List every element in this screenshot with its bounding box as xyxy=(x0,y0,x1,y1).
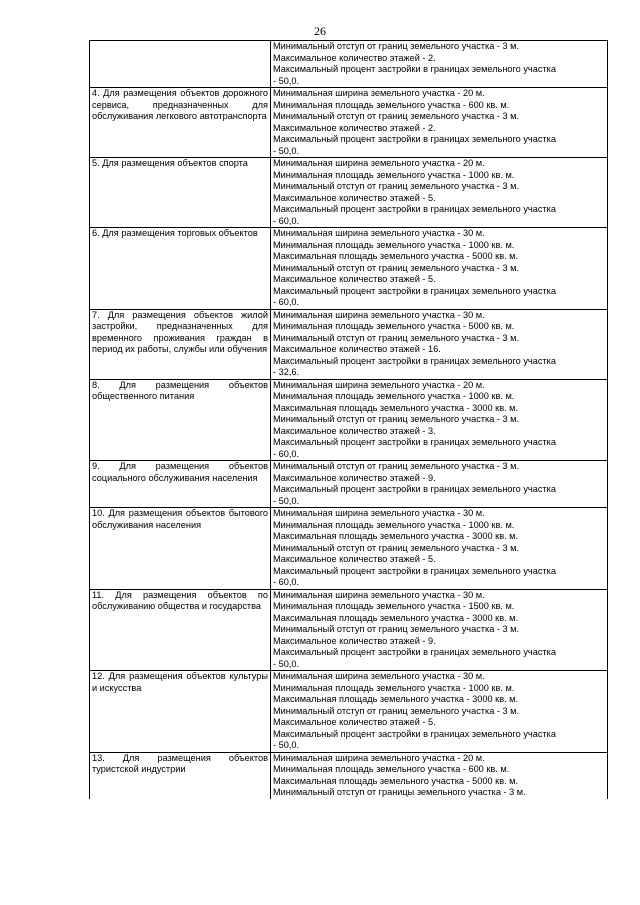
parameter-line: Максимальный процент застройки в границах земельного участка xyxy=(273,134,556,144)
parameter-line: Минимальный отступ от границ земельного участка - 3 м. xyxy=(273,461,520,471)
parameter-line: Максимальное количество этажей - 5. xyxy=(273,554,436,564)
parameter-line: Минимальная ширина земельного участка - 20 м. xyxy=(273,158,485,168)
parameter-line: Максимальный процент застройки в границах земельного участка xyxy=(273,204,556,214)
parameter-line: - 50,0. xyxy=(273,75,300,86)
parameter-line: Минимальная ширина земельного участка - 30 м. xyxy=(273,508,485,518)
parameter-line: Максимальный процент застройки в границах земельного участка xyxy=(273,565,556,576)
parameter-line: - 60,0. xyxy=(273,448,300,459)
parameter-line: Максимальное количество этажей - 3. xyxy=(273,425,436,436)
parameters-cell xyxy=(271,88,608,158)
table-row xyxy=(90,752,608,799)
parameter-line: Минимальная ширина земельного участка - 30 м. xyxy=(273,671,485,681)
table-row xyxy=(90,671,608,753)
parameters-cell xyxy=(271,309,608,379)
zoning-parameters-table xyxy=(89,40,608,799)
parameter-line: - 50,0. xyxy=(273,495,300,506)
parameter-line: Минимальный отступ от границ земельного участка - 3 м. xyxy=(273,181,520,191)
parameter-line: Минимальный отступ от границ земельного участка - 3 м. xyxy=(273,262,520,273)
parameters-cell xyxy=(271,752,608,799)
parameter-line: - 50,0. xyxy=(273,145,300,156)
table-row xyxy=(90,508,608,590)
table-row xyxy=(90,158,608,228)
parameter-line: Максимальный процент застройки в границах земельного участка xyxy=(273,728,556,739)
parameter-line: Максимальная площадь земельного участка - 3000 кв. м. xyxy=(273,694,519,704)
use-type-cell: 10. Для размещения объектов бытового обслуживания населения xyxy=(90,508,271,590)
use-type-cell: 4. Для размещения объектов дорожного сервиса, предназначенных для обслуживания легкового автотранспорта xyxy=(90,88,271,158)
use-type-cell: 9. Для размещения объектов социального обслуживания населения xyxy=(90,461,271,508)
parameter-line: Минимальная ширина земельного участка - 20 м. xyxy=(273,88,485,98)
use-type-cell: 5. Для размещения объектов спорта xyxy=(90,158,271,228)
table-row xyxy=(90,88,608,158)
use-type-cell: 13. Для размещения объектов туристской индустрии xyxy=(90,752,271,799)
parameter-line: - 32,6. xyxy=(273,367,300,377)
parameter-line: Минимальная площадь земельного участка - 5000 кв. м. xyxy=(273,321,515,331)
parameter-line: Максимальный процент застройки в границах земельного участка xyxy=(273,484,556,494)
parameter-line: Максимальное количество этажей - 2. xyxy=(273,122,436,133)
parameter-line: Минимальная площадь земельного участка - 1000 кв. м. xyxy=(273,169,515,180)
table-row xyxy=(90,379,608,461)
parameter-line: - 60,0. xyxy=(273,297,300,307)
table-row xyxy=(90,461,608,508)
use-type-cell: 7. Для размещения объектов жилой застройки, предназначенных для временного проживания граждан в период их работы, службы или обучения xyxy=(90,309,271,379)
parameters-cell xyxy=(271,461,608,508)
parameter-line: Минимальный отступ от границ земельного участка - 3 м. xyxy=(273,332,520,343)
parameter-line: Минимальная площадь земельного участка - 1500 кв. м. xyxy=(273,601,515,611)
parameter-line: Максимальный процент застройки в границах земельного участка xyxy=(273,285,556,296)
parameters-cell xyxy=(271,228,608,310)
parameter-line: Минимальная площадь земельного участка - 600 кв. м. xyxy=(273,99,510,110)
parameter-line: - 50,0. xyxy=(273,658,300,669)
parameter-line: Минимальный отступ от границы земельного участка - 3 м. xyxy=(273,787,526,797)
parameter-line: Минимальный отступ от границ земельного участка - 3 м. xyxy=(273,414,520,424)
parameter-line: Максимальная площадь земельного участка - 3000 кв. м. xyxy=(273,612,519,623)
table-row xyxy=(90,228,608,310)
parameters-cell xyxy=(271,589,608,671)
parameter-line: Минимальная ширина земельного участка - 30 м. xyxy=(273,589,485,600)
use-type-cell: 11. Для размещения объектов по обслуживанию общества и государства xyxy=(90,589,271,671)
parameter-line: Минимальная ширина земельного участка - 30 м. xyxy=(273,228,485,238)
parameter-line: Минимальный отступ от границ земельного участка - 3 м. xyxy=(273,624,520,634)
table-row xyxy=(90,589,608,671)
page-number: 26 xyxy=(314,24,326,38)
table-row xyxy=(90,41,608,88)
parameter-line: Максимальное количество этажей - 9. xyxy=(273,472,436,483)
parameter-line: Максимальная площадь земельного участка - 5000 кв. м. xyxy=(273,775,519,786)
parameter-line: Максимальное количество этажей - 2. xyxy=(273,52,436,63)
parameter-line: Максимальное количество этажей - 5. xyxy=(273,192,436,203)
table-row xyxy=(90,309,608,379)
parameter-line: Минимальная ширина земельного участка - 20 м. xyxy=(273,379,485,390)
parameters-cell xyxy=(271,508,608,590)
parameter-line: Минимальный отступ от границ земельного участка - 3 м. xyxy=(273,41,520,51)
parameter-line: Максимальное количество этажей - 5. xyxy=(273,274,436,284)
parameter-line: Минимальная площадь земельного участка - 600 кв. м. xyxy=(273,764,510,774)
parameter-line: Максимальное количество этажей - 16. xyxy=(273,344,441,354)
parameter-line: Максимальная площадь земельного участка - 5000 кв. м. xyxy=(273,251,519,261)
parameter-line: - 60,0. xyxy=(273,215,300,226)
parameter-line: Минимальная площадь земельного участка - 1000 кв. м. xyxy=(273,519,515,530)
use-type-cell: 12. Для размещения объектов культуры и искусства xyxy=(90,671,271,753)
parameter-line: Максимальная площадь земельного участка - 3000 кв. м. xyxy=(273,531,519,541)
parameter-line: Минимальный отступ от границ земельного участка - 3 м. xyxy=(273,111,520,121)
parameter-line: Максимальное количество этажей - 9. xyxy=(273,635,436,646)
use-type-cell xyxy=(90,41,271,88)
parameter-line: Максимальный процент застройки в границах земельного участка xyxy=(273,437,556,447)
parameter-line: Максимальный процент застройки в границах земельного участка xyxy=(273,355,556,366)
parameter-line: Минимальная площадь земельного участка - 1000 кв. м. xyxy=(273,682,515,693)
parameter-line: Минимальная площадь земельного участка - 1000 кв. м. xyxy=(273,391,515,401)
parameters-cell xyxy=(271,379,608,461)
parameter-line: Максимальный процент застройки в границах земельного участка xyxy=(273,64,556,74)
parameter-line: Минимальная ширина земельного участка - 20 м. xyxy=(273,752,485,763)
parameter-line: Максимальный процент застройки в границах земельного участка xyxy=(273,647,556,657)
parameters-cell xyxy=(271,158,608,228)
parameter-line: Максимальное количество этажей - 5. xyxy=(273,717,436,727)
parameter-line: Минимальный отступ от границ земельного участка - 3 м. xyxy=(273,542,520,553)
parameter-line: - 60,0. xyxy=(273,577,300,587)
parameter-line: Минимальный отступ от границ земельного участка - 3 м. xyxy=(273,705,520,716)
parameters-cell xyxy=(271,671,608,753)
use-type-cell: 8. Для размещения объектов общественного питания xyxy=(90,379,271,461)
parameter-line: Максимальная площадь земельного участка - 3000 кв. м. xyxy=(273,402,519,413)
use-type-cell: 6. Для размещения торговых объектов xyxy=(90,228,271,310)
parameter-line: - 50,0. xyxy=(273,740,300,750)
parameters-cell xyxy=(271,41,608,88)
parameter-line: Минимальная ширина земельного участка - 30 м. xyxy=(273,309,485,320)
parameter-line: Минимальная площадь земельного участка - 1000 кв. м. xyxy=(273,239,515,250)
